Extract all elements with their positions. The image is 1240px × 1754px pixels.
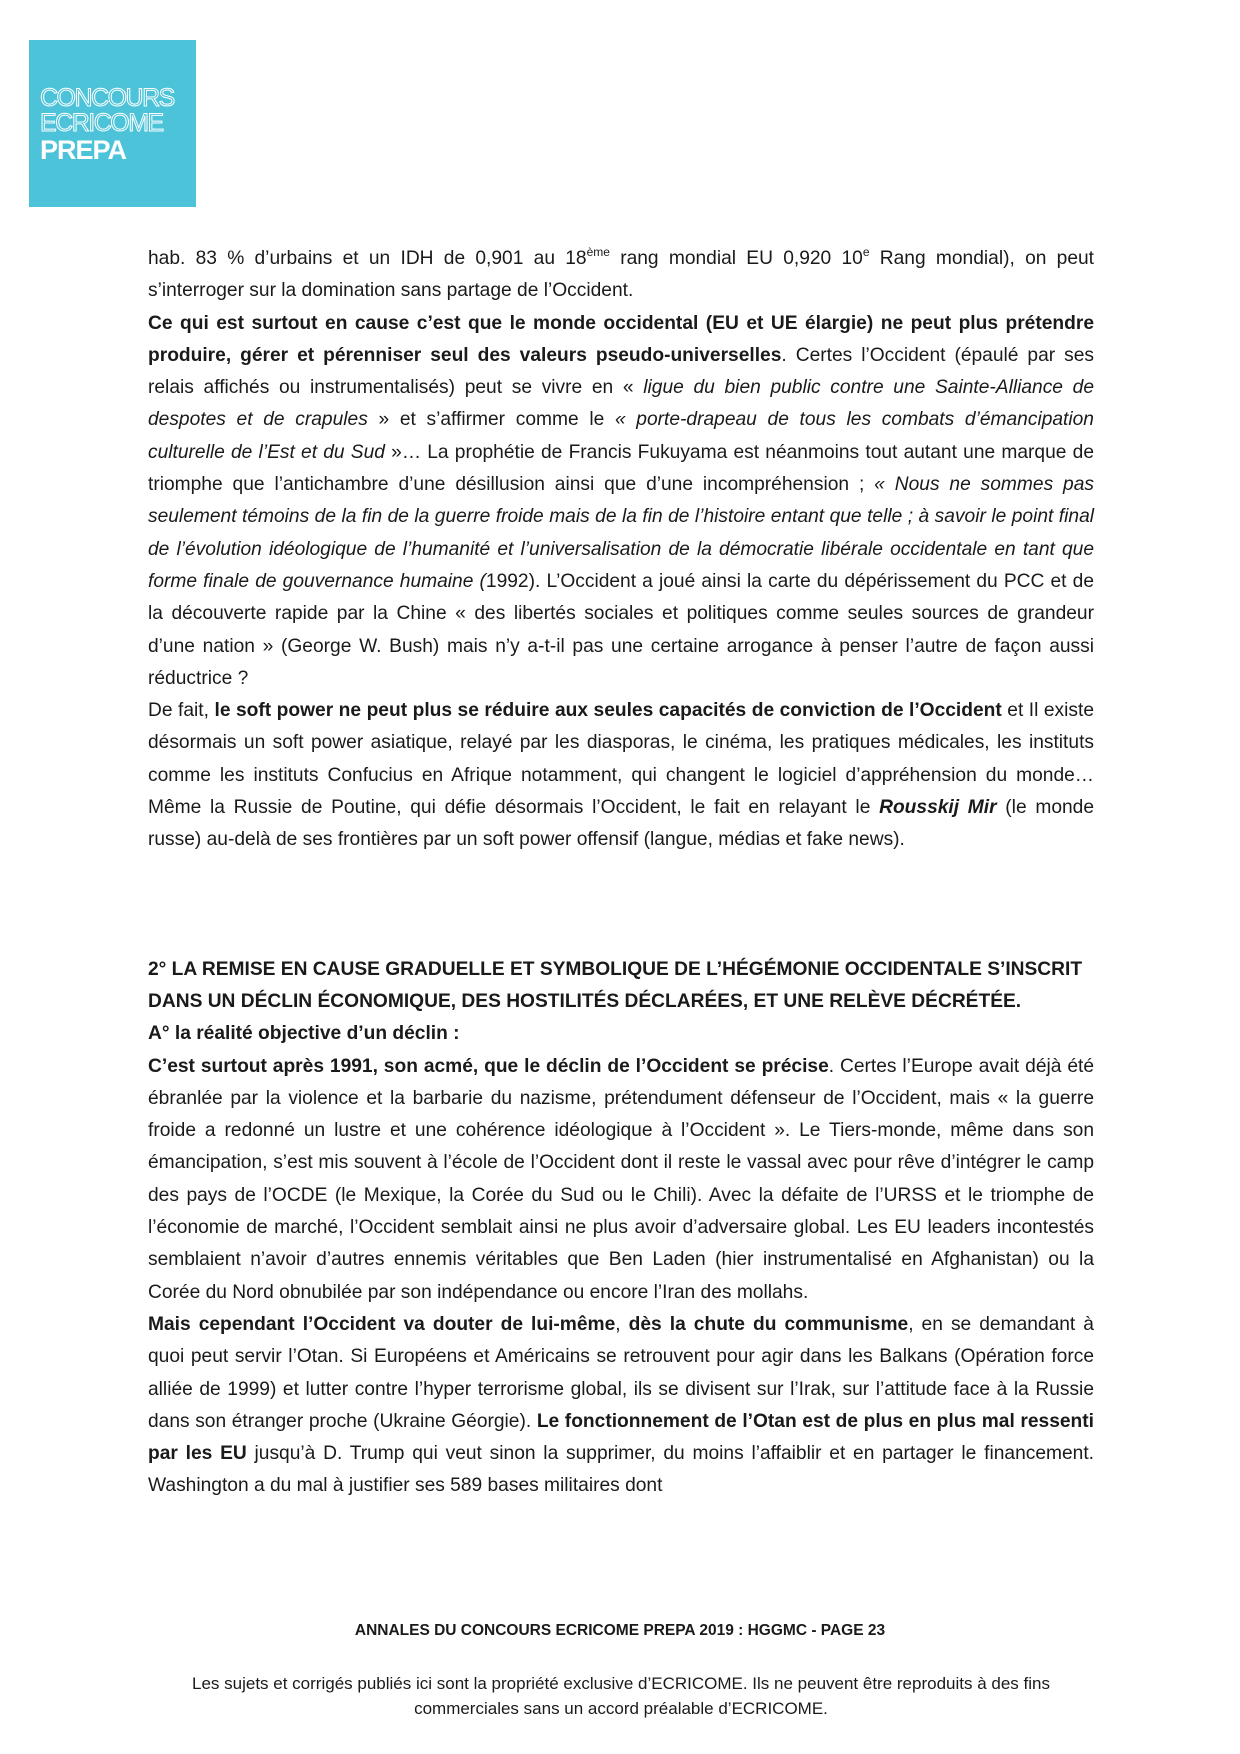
paragraph-otan: Mais cependant l’Occident va douter de lui-même, dès la chute du communisme, en se demandant à quoi peut servir l’Otan. Si Européens et Américains se retrouvent pour agir dans les Balkans (Opération force alliée de 1999) et lutter contre l’hyper terrorisme global, ils se divisent sur l’Irak, sur l’attitude face à la Russie dans son étranger proche (Ukraine Géorgie). Le fonctionnement de l’Otan est de plus en plus mal ressenti par les EU jusqu’à D. Trump qui veut sinon la supprimer, du moins l’affaiblir et en partager le financement. Washington a du mal à justifier ses 589 bases militaires dont [148,1313,1094,1497]
document-body [148,243,1094,1503]
ecricome-logo [29,40,196,207]
logo-line-ecricome: ECRICOME [40,109,163,137]
page-footer-label: ANNALES DU CONCOURS ECRICOME PREPA 2019 : HGGMC - PAGE 23 [354,1622,886,1639]
section-2-title: 2° LA REMISE EN CAUSE GRADUELLE ET SYMBOLIQUE DE L’HÉGÉMONIE OCCIDENTALE S’INSCRIT DANS UN DÉCLIN ÉCONOMIQUE, DES HOSTILITÉS DÉCLARÉES, ET UNE RELÈVE DÉCRÉTÉE. [148,958,1083,1012]
paragraph-idh: hab. 83 % d’urbains et un IDH de 0,901 au 18ème rang mondial EU 0,920 10e Rang mondial), on peut s’interroger sur la domination sans partage de l’Occident. [148,244,1095,302]
logo-line-prepa: PREPA [40,135,127,165]
paragraph-western-values: Ce qui est surtout en cause c’est que le monde occidental (EU et UE élargie) ne peut plus prétendre produire, gérer et pérenniser seul des valeurs pseudo-universelles. Certes l’Occident (épaulé par ses relais affichés ou instrumentalisés) peut se vivre en « ligue du bien public contre une Sainte-Alliance de despotes et de crapules » et s’affirmer comme le « porte-drapeau de tous les combats d’émancipation culturelle de l’Est et du Sud »… La prophétie de Francis Fukuyama est néanmoins tout autant une marque de triomphe que l’antichambre d’une désillusion ainsi que d’une incompréhension ; « Nous ne sommes pas seulement témoins de la fin de la guerre froide mais de la fin de l’histoire entant que telle ; à savoir le point final de l’évolution idéologique de l’humanité et l’universalisation de la démocratie libérale occidentale en tant que forme finale de gouvernance humaine (1992). L’Occident a joué ainsi la carte du dépérissement du PCC et de la découverte rapide par la Chine « des libertés sociales et politiques comme seules sources de grandeur d’une nation » (George W. Bush) mais n’y a-t-il pas une certaine arrogance à penser l’autre de façon aussi réductrice ? [148,312,1095,689]
logo-line-concours: CONCOURS [40,84,174,112]
paragraph-soft-power: De fait, le soft power ne peut plus se réduire aux seules capacités de conviction de l’Occident et Il existe désormais un soft power asiatique, relayé par les diasporas, le cinéma, les pratiques médicales, les instituts comme les instituts Confucius en Afrique notamment, qui changent le logiciel d’appréhension du monde… Même la Russie de Poutine, qui défie désormais l’Occident, le fait en relayant le Rousskij Mir (le monde russe) au-delà de ses frontières par un soft power offensif (langue, médias et fake news). [148,700,1095,851]
section-2a-subtitle: A° la réalité objective d’un déclin : [148,1023,460,1045]
copyright-notice: Les sujets et corrigés publiés ici sont la propriété exclusive d’ECRICOME. Ils ne peuvent être reproduits à des fins commerciales sans un accord préalable d’ECRICOME. [192,1674,1050,1718]
paragraph-decline-1991: C’est surtout après 1991, son acmé, que le déclin de l’Occident se précise. Certes l’Europe avait déjà été ébranlée par la violence et la barbarie du nazisme, prétendument défenseur de l’Occident, mais « la guerre froide a redonné un lustre et une cohérence idéologique à l’Occident ». Le Tiers-monde, même dans son émancipation, s’est mis souvent à l’école de l’Occident dont il reste le vassal avec pour rêve d’intégrer le camp des pays de l’OCDE (le Mexique, la Corée du Sud ou le Chili). Avec la défaite de l’URSS et le triomphe de l’économie de marché, l’Occident semblait ainsi ne plus avoir d’adversaire global. Les EU leaders incontestés semblaient n’avoir d’autres ennemis véritables que Ben Laden (hier instrumentalisé en Afghanistan) ou la Corée du Nord obnubilée par son indépendance ou encore l’Iran des mollahs. [148,1055,1094,1303]
